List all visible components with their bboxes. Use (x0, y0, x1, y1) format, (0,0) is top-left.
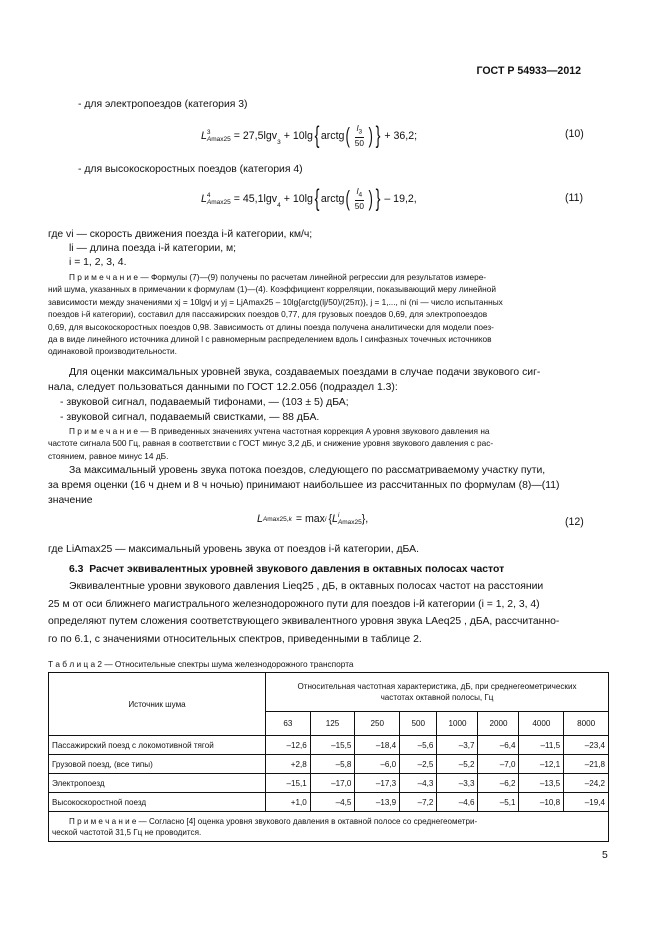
table-note-line: П р и м е ч а н и е — Согласно [4] оценка уровня звукового давления в октавной полосе со среднегеометри- (69, 816, 478, 826)
freq-header: 1000 (437, 712, 478, 736)
table-row: Пассажирский поезд с локомотивной тягой –12,6 –15,5 –18,4 –5,6 –3,7 –6,4 –11,5 –23,4 (49, 736, 609, 755)
section-heading: 6.3 Расчет эквивалентных уровней звукового давления в октавных полосах частот (69, 564, 505, 575)
where-2: где LiAmax25 — максимальный уровень звука от поездов i-й категории, дБА. (48, 544, 419, 555)
table-caption: Т а б л и ц а 2 — Относительные спектры шума железнодорожного транспорта (48, 659, 354, 669)
table-note-row (49, 812, 609, 842)
table-row: Грузовой поезд, (все типы) +2,8 –5,8 –6,0 –2,5 –5,2 –7,0 –12,1 –21,8 (49, 755, 609, 774)
freq-header: 125 (310, 712, 355, 736)
spectra-table (48, 672, 609, 842)
freq-header: 4000 (519, 712, 564, 736)
formula-12-number: (12) (565, 516, 584, 528)
paragraph-equivalent-levels: Эквивалентные уровни звукового давления Lieq25 , дБ, в октавных полосах частот на расстоянии 25 м от оси ближнего магистрального железнодорожного пути для поездов i-й категории (i = 1, 2, 3, 4) определяют путем сложения соответствующего эквивалентного уровня звука LAeq25 , дБА, рассчитанно- го по 6.1, с значениями относительных спектров, приведенными в таблице 2. (48, 581, 560, 645)
formula-12: L Amax25,k = max i {L i Amax25 }, (257, 512, 369, 526)
paragraph-signals: Для оценки максимальных уровней звука, создаваемых поездами в случае подачи звукового сиг- нала, следует пользоваться данными по ГОСТ 12.2.056 (подраздел 1.3): - звуковой сигнал, подаваемый тифонами, — (103 ± 5) дБА; - звуковой сигнал, подаваемый свистками, — 88 дБА. (48, 367, 541, 423)
paragraph-max-level: За максимальный уровень звука потока поездов, следующего по рассматриваемому участку пути, за время оценки (16 ч днем и 8 ч ночью) принимают наибольшее из рассчитанных по формулам (8)—(11) значение (48, 465, 560, 506)
formula-11: L 4 Amax25 = 45,1lgv $_4$ + 10lg { arctg ( $\frac{l_4}{50}$ ) } – 19,2, (201, 185, 417, 212)
category-4-label: - для высокоскоростных поездов (категория 4) (78, 164, 303, 175)
freq-header: 63 (266, 712, 311, 736)
freq-header: 500 (400, 712, 437, 736)
note-1: П р и м е ч а н и е — Формулы (7)—(9) получены по расчетам линейной регрессии для результатов измере- ний шума, указанных в примечании к формулам (1)—(4). Коэффициент корреляции, показывающий меру линейной зависимости между значениями xj = 10lgvj и yj = LjAmax25 – 10lg{arctg(lj/50)/(25π)}, j = 1,..., ni (ni — число испытанных поездов i-й категории), составил для пассажирских поездов 0,77, для грузовых поездов 0,69, для электропоездов 0,69, для высокоскоростных поездов 0,98. Зависимость от длины поезда получена аналитически для модели поез- да в виде линейного источника длиной l с равномерным распределением вдоль l синфазных точечных источников одинаковой производительности. (48, 272, 503, 357)
where-line-3: i = 1, 2, 3, 4. (69, 257, 127, 268)
frequency-group-header: Относительная частотная характеристика, дБ, при среднегеометрических частотах октавной полосы, Гц (266, 673, 609, 712)
formula-10-number: (10) (565, 128, 584, 140)
table-row: Электропоезд –15,1 –17,0 –17,3 –4,3 –3,3 –6,2 –13,5 –24,2 (49, 774, 609, 793)
table-row: Высокоскоростной поезд +1,0 –4,5 –13,9 –7,2 –4,6 –5,1 –10,8 –19,4 (49, 793, 609, 812)
note-2: П р и м е ч а н и е — В приведенных значениях учтена частотная коррекция A уровня звукового давления на частоте сигнала 500 Гц, равная в соответствии с ГОСТ минус 3,2 дБ, и снижение уровня звукового давления с рас- стоянием, равное минус 14 дБ. (48, 426, 494, 461)
formula-11-number: (11) (565, 192, 584, 204)
category-3-label: - для электропоездов (категория 3) (78, 99, 248, 110)
standard-header: ГОСТ Р 54933—2012 (476, 65, 581, 77)
freq-header: 8000 (564, 712, 609, 736)
page-number: 5 (602, 850, 608, 861)
where-line-1: где vi — скорость движения поезда i-й категории, км/ч; (48, 229, 313, 240)
freq-header: 250 (355, 712, 400, 736)
where-line-2: li — длина поезда i-й категории, м; (69, 243, 237, 254)
freq-header: 2000 (478, 712, 519, 736)
table-note-line: ческой частотой 31,5 Гц не проводится. (52, 827, 202, 837)
formula-10: L 3 Amax25 = 27,5lgv $_3$ + 10lg { arctg ( $\frac{l_3}{50}$ ) } + 36,2; (201, 122, 418, 149)
source-header: Источник шума (49, 673, 266, 736)
